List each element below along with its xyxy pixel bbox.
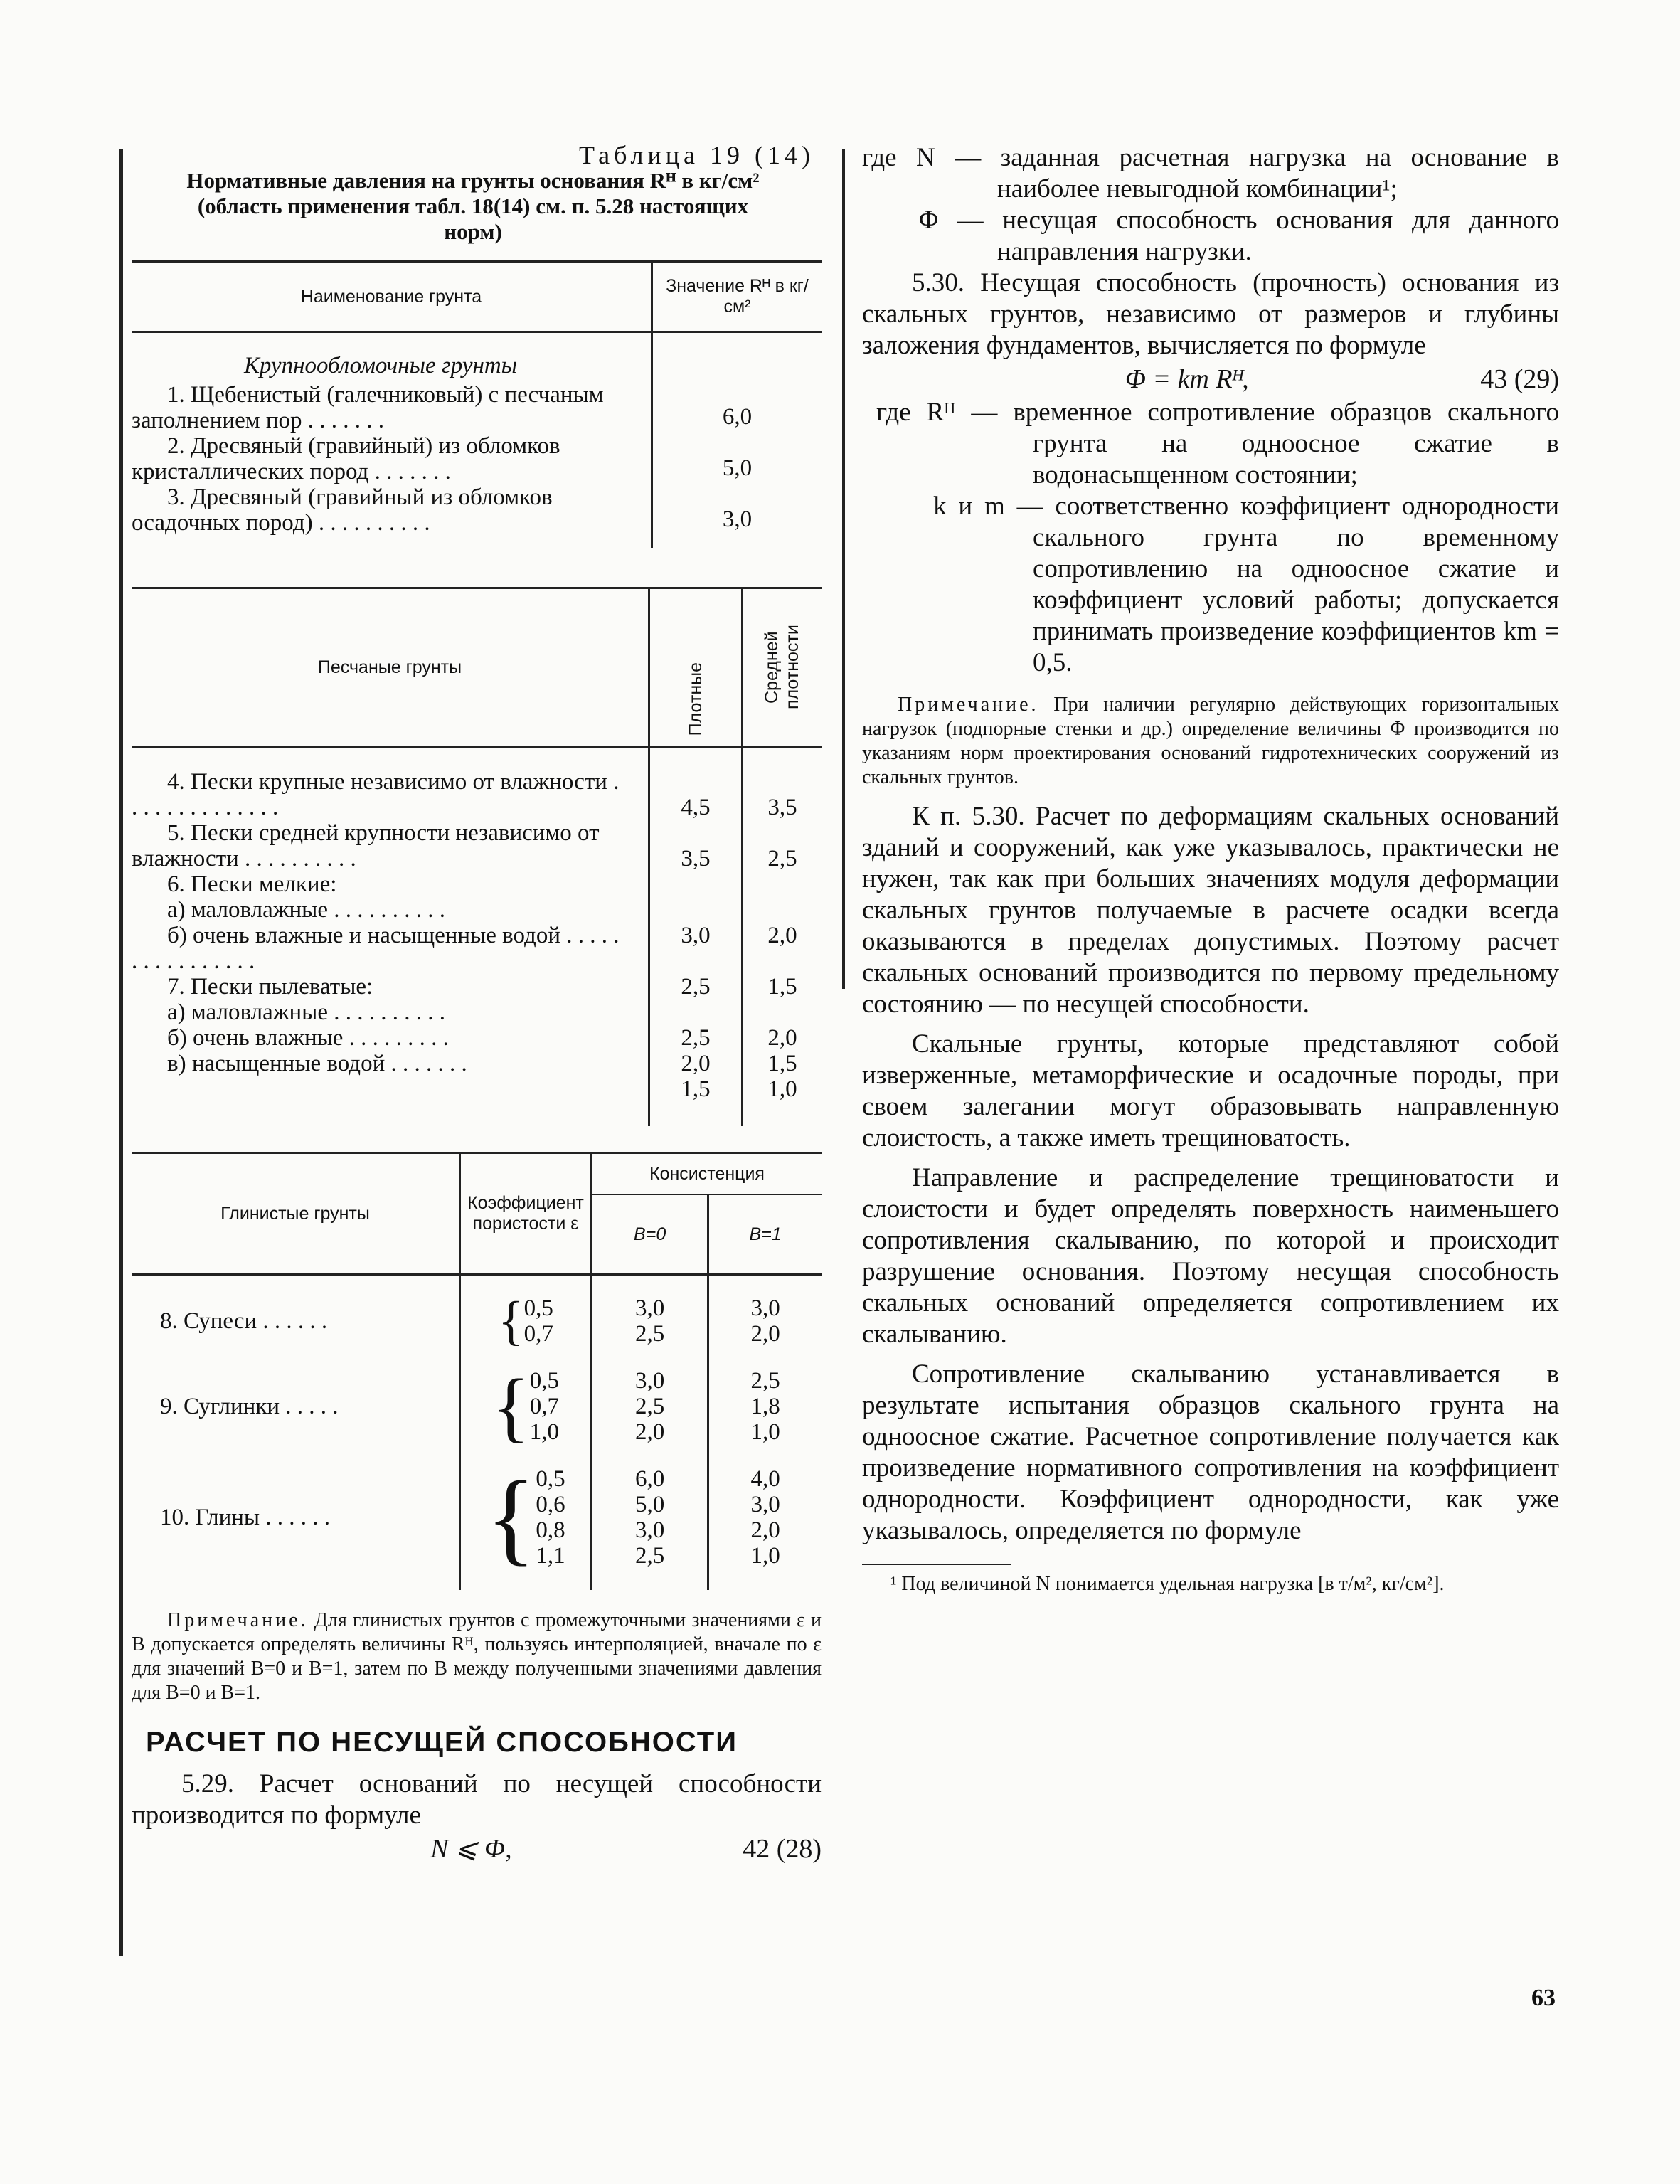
row-1-value: 6,0 [722, 404, 753, 430]
row-7c-medium: 1,0 [767, 1076, 797, 1102]
column-divider [842, 149, 845, 989]
row-8-b1-1: 3,0 [750, 1295, 780, 1321]
row-9-b1-3: 1,0 [750, 1419, 780, 1445]
row-9-e-2: 0,7 [529, 1394, 560, 1419]
col-header-porosity: Коэффициент пористости ε [460, 1153, 592, 1275]
row-8-e-2: 0,7 [523, 1321, 553, 1347]
row-9-name: 9. Суглинки . . . . . [160, 1394, 339, 1419]
section-3-title: Глинистые грунты [220, 1203, 370, 1224]
paragraph-k-5-30: К п. 5.30. Расчет по деформациям скальных оснований зданий и сооружений, как уже указывалось, практически не нужен, так как при больших значениях модуля деформации скальных грунтов получаемые в расчете осадки всегда оказываются в пределах допустимых. Поэтому расчет скальных оснований производится по первому предельному состоянию — по несущей способности. [862, 802, 1559, 1019]
formula-43 [862, 361, 1559, 397]
paragraph-shear: Сопротивление скалыванию устанавливается в результате испытания образцов скального грунта на одноосное сжатие. Расчетное сопротивление получается как произведение нормативного сопротивления на коэффициент однородности. Коэффициент однородности, как уже указывалось, определяется по формуле [862, 1359, 1559, 1545]
row-4-name: 4. Пески крупные независимо от влажности . . . . . . . . . . . . . . [132, 769, 620, 820]
col-header-consistency: Консистенция [592, 1153, 822, 1195]
row-9-e-3: 1,0 [529, 1419, 560, 1445]
col-header-dense: Плотные [685, 662, 706, 736]
row-4-medium: 3,5 [767, 795, 797, 820]
row-9-b0-3: 2,0 [635, 1419, 665, 1445]
row-10-b1-4: 1,0 [750, 1543, 780, 1569]
row-10-b0-4: 2,5 [635, 1543, 665, 1569]
row-7c-dense: 1,5 [681, 1076, 711, 1102]
row-7a-name: а) маловлажные . . . . . . . . . . [167, 1000, 445, 1025]
row-8-e-1: 0,5 [523, 1295, 553, 1321]
row-7c-name: в) насыщенные водой . . . . . . . [167, 1051, 467, 1076]
row-7b-dense: 2,0 [681, 1051, 711, 1076]
row-10-b1-1: 4,0 [750, 1466, 780, 1492]
row-3-value: 3,0 [722, 507, 753, 532]
footnote: ¹ Под величиной N понимается удельная нагрузка [в т/м², кг/см²]. [890, 1573, 1445, 1595]
definition-r: где Rᴴ — временное сопротивление образцов скального грунта на одноосное сжатие в водонасыщенном состоянии; [876, 398, 1559, 489]
table-note [132, 1608, 822, 1705]
left-margin-rule [119, 149, 123, 1956]
row-7-name: 7. Пески пылеватые: [167, 974, 373, 1000]
right-column [862, 142, 1559, 1596]
row-8-name: 8. Супеси . . . . . . [160, 1308, 328, 1334]
row-7b-medium: 1,5 [767, 1051, 797, 1076]
row-5-name: 5. Пески средней крупности независимо от влажности . . . . . . . . . . [132, 820, 600, 871]
row-10-b1-2: 3,0 [750, 1492, 780, 1517]
row-8-b1-2: 2,0 [750, 1321, 780, 1347]
paragraph-5-30: 5.30. Несущая способность (прочность) основания из скальных грунтов, независимо от размеров и глубины заложения фундаментов, вычисляется по формуле [862, 268, 1559, 360]
row-10-b0-2: 5,0 [635, 1492, 665, 1517]
row-7a-dense: 2,5 [681, 1025, 711, 1051]
row-10-name: 10. Глины . . . . . . [160, 1505, 331, 1530]
row-6a-name: а) маловлажные . . . . . . . . . . [167, 897, 445, 923]
row-10-b0-1: 6,0 [635, 1466, 665, 1492]
note-5-30-text: При наличии регулярно действующих горизонтальных нагрузок (подпорные стенки и др.) определение величины Φ производится по указаниям норм проектирования оснований гидротехнических сооружений из скальных грунтов. [862, 694, 1559, 788]
page-number: 63 [1531, 1985, 1556, 2011]
table-note-text: Для глинистых грунтов с промежуточными значениями ε и B допускается определять величины Rᴴ, пользуясь интерполяцией, вначале по ε для значений B=0 и B=1, затем по B между полученными значениями давления для B=0 и B=1. [132, 1609, 822, 1704]
row-4-dense: 4,5 [681, 795, 711, 820]
row-5-dense: 3,5 [681, 846, 711, 871]
row-6a-dense: 3,0 [681, 923, 711, 948]
row-2-name: 2. Дресвяный (гравийный) из обломков кристаллических пород . . . . . . . [132, 433, 560, 484]
row-5-medium: 2,5 [767, 846, 797, 871]
row-8-b0-2: 2,5 [635, 1321, 665, 1347]
col-header-b1: B=1 [708, 1194, 822, 1275]
col-header-b0: B=0 [592, 1194, 708, 1275]
row-6-name: 6. Пески мелкие: [167, 871, 337, 897]
formula-42-number: 42 (28) [743, 1834, 822, 1864]
row-8-b0-1: 3,0 [635, 1295, 665, 1321]
paragraph-5-29: 5.29. Расчет оснований по несущей способности производится по формуле [132, 1769, 822, 1830]
row-10-e-2: 0,6 [536, 1492, 565, 1517]
row-10-b0-3: 3,0 [635, 1517, 665, 1543]
table-section-3: Глинистые грунты Коэффициент пористости ε Консистенция B=0 B=1 8. Супеси . . . . . . 9. Суглинки . . . . . 10. Глины . . . . . . { 0,5 0,7 { 0,5 0,7 1,0 { 0,5 0,6 0,8 1,1 3,0 2,5 3,0 2,5 2,0 6,0 5,0 3,0 2,5 3,0 2,0 2,5 1,8 1,0 4,0 3,0 2,0 1,0 [132, 1152, 822, 1590]
row-3-name: 3. Дресвяный (гравийный из обломков осадочных пород) . . . . . . . . . . [132, 484, 553, 536]
row-7b-name: б) очень влажные . . . . . . . . . [167, 1025, 449, 1051]
row-9-e-1: 0,5 [529, 1368, 560, 1394]
paragraph-direction: Направление и распределение трещиноватости и слоистости и будет определять поверхность наименьшего сопротивления скалыванию, по которой и происходит разрушение основания. Поэтому несущая способность скальных оснований определяется сопротивлением их скалыванию. [862, 1163, 1559, 1349]
row-10-e-4: 1,1 [536, 1543, 565, 1569]
formula-43-number: 43 (29) [1480, 364, 1559, 394]
row-6a-medium: 2,0 [767, 923, 797, 948]
row-10-e-3: 0,8 [536, 1517, 565, 1543]
note-5-30 [862, 693, 1559, 790]
row-7a-medium: 2,0 [767, 1025, 797, 1051]
row-10-b1-3: 2,0 [750, 1517, 780, 1543]
row-6b-medium: 1,5 [767, 974, 797, 1000]
table-section-2 [132, 587, 822, 1126]
formula-42 [132, 1831, 822, 1867]
row-9-b1-1: 2,5 [750, 1368, 780, 1394]
row-9-b1-2: 1,8 [750, 1394, 780, 1419]
table-number: Таблица 19 (14) [579, 141, 814, 169]
row-1-name: 1. Щебенистый (галечниковый) с песчаным заполнением пор . . . . . . . [132, 382, 604, 433]
footnote-rule [862, 1564, 1011, 1565]
col-header-value: Значение Rᴴ в кг/см² [652, 262, 822, 332]
formula-42-expr: N ⩽ Φ, [430, 1834, 512, 1864]
paragraph-rock: Скальные грунты, которые представляют собой изверженные, метаморфические и осадочные породы, при своем залегании могут образовывать направленную слоистость, а также иметь трещиноватость. [862, 1029, 1559, 1152]
col-header-medium: Средней плотности [762, 625, 802, 710]
definition-phi: Φ — несущая способность основания для данного направления нагрузки. [919, 206, 1559, 266]
formula-43-expr: Φ = km Rᴴ, [1125, 364, 1249, 394]
table-caption: Нормативные давления на грунты основания Rᴴ в кг/см² (область применения табл. 18(14) см. п. 5.28 настоящих норм) [186, 168, 760, 244]
table-note-label: Примечание. [167, 1609, 309, 1631]
table-section-1 [132, 260, 822, 548]
row-2-value: 5,0 [722, 455, 753, 481]
section-heading: РАСЧЕТ ПО НЕСУЩЕЙ СПОСОБНОСТИ [146, 1727, 738, 1758]
section-1-title: Крупнообломочные грунты [243, 353, 518, 378]
row-6b-dense: 2,5 [681, 974, 711, 1000]
row-10-e-1: 0,5 [536, 1466, 565, 1492]
note-5-30-label: Примечание. [898, 694, 1039, 716]
row-9-b0-2: 2,5 [635, 1394, 665, 1419]
definition-km: k и m — соответственно коэффициент однородности скального грунта по временному сопротивлению на одноосное сжатие и коэффициент условий работы; допускается принимать произведение коэффициентов km = 0,5. [933, 492, 1559, 677]
left-column [132, 142, 822, 1867]
col-header-name: Наименование грунта [300, 286, 482, 307]
row-6b-name: б) очень влажные и насыщенные водой . . . . . . . . . . . . . . . . [132, 923, 620, 974]
section-2-title: Песчаные грунты [317, 657, 462, 677]
row-9-b0-1: 3,0 [635, 1368, 665, 1394]
definition-n: где N — заданная расчетная нагрузка на основание в наиболее невыгодной комбинации¹; [862, 143, 1559, 203]
